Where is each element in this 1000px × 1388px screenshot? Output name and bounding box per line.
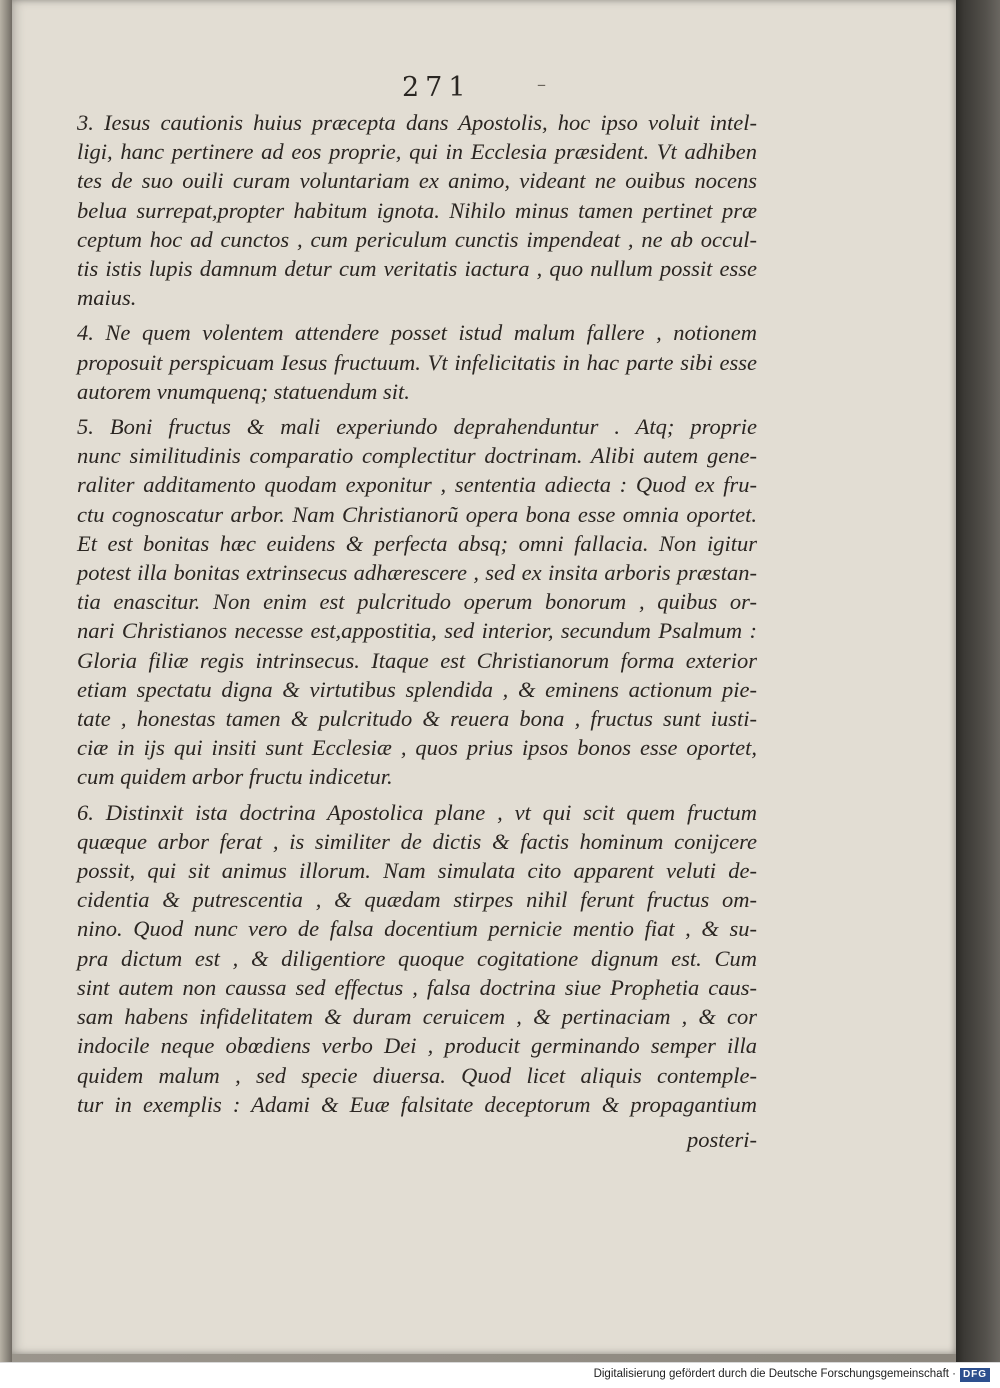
digitization-footer [0,1362,1000,1388]
text-line: nino. Quod nunc vero de falsa docentium pernicie mentio fiat , & su- [77,916,757,942]
text-line: tes de suo ouili curam voluntariam ex animo, videant ne ouibus nocens [77,168,757,194]
text-line: proposuit perspicuam Iesus fructuum. Vt infelicitatis in hac parte sibi esse [77,349,757,375]
text-line: nunc similitudinis comparatio complectitur doctrinam. Alibi autem gene- [77,443,757,469]
text-line: belua surrepat,propter habitum ignota. Nihilo minus tamen pertinet præ [77,197,757,223]
text-line: 6. Distinxit ista doctrina Apostolica plane , vt qui scit quem fructum [77,799,757,825]
book-page [12,0,956,1354]
text-line: possit, qui sit animus illorum. Nam simulata cito apparent veluti de- [77,858,757,884]
text-line: autorem vnumquenq; statuendum sit. [77,378,410,404]
text-line: potest illa bonitas extrinsecus adhærescere , sed ex insita arboris præstan- [77,560,757,586]
text-line: Et est bonitas hæc euidens & perfecta absq; omni fallacia. Non igitur [77,530,757,556]
paragraph-4 [77,318,757,406]
text-block [77,108,757,1160]
scan-right-edge [956,0,1000,1362]
text-line: ciæ in ijs qui insiti sunt Ecclesiæ , quos prius ipsos bonos esse oportet, [77,735,757,761]
dfg-logo: DFG [960,1368,990,1382]
text-line: pra dictum est , & diligentiore quoque cogitatione dignum est. Cum [77,945,757,971]
text-line: sint autem non caussa sed effectus , falsa doctrina siue Prophetia caus- [77,974,757,1000]
text-line: quidem malum , sed specie diuersa. Quod licet aliquis contemple- [77,1062,757,1088]
catchword-row [77,1125,757,1154]
paragraph-5 [77,412,757,792]
book-left-edge [0,0,12,1362]
text-line: tur in exemplis : Adami & Euæ falsitate deceptorum & propagantium [77,1091,757,1117]
text-line: quæque arbor ferat , is similiter de dictis & factis hominum conijcere [77,828,757,854]
text-line: ceptum hoc ad cunctos , cum periculum cunctis impendeat , ne ab occul- [77,226,757,252]
text-line: cidentia & putrescentia , & quædam stirpes nihil ferunt fructus om- [77,887,757,913]
text-line: raliter additamento quodam exponitur , sententia adiecta : Quod ex fru- [77,472,757,498]
text-line: 4. Ne quem volentem attendere posset istud malum fallere , notionem [77,320,757,346]
text-line: nari Christianos necesse est,appostitia, sed interior, secundum Psalmum : [77,618,757,644]
page-number-dash: – [537,74,546,95]
catchword: posteri- [687,1126,757,1152]
text-line: tate , honestas tamen & pulcritudo & reuera bona , fructus sunt iusti- [77,706,757,732]
footer-credit: Digitalisierung gefördert durch die Deutsche Forschungsgemeinschaft · [593,1368,956,1380]
text-line: 3. Iesus cautionis huius præcepta dans Apostolis, hoc ipso voluit intel- [77,110,757,135]
page-number: 271 [402,72,472,103]
text-line: maius. [77,285,137,311]
text-line: ligi, hanc pertinere ad eos proprie, qui in Ecclesia præsident. Vt adhiben [77,139,757,165]
text-line: etiam spectatu digna & virtutibus splendida , & eminens actionum pie- [77,676,757,702]
text-line: Gloria filiæ regis intrinsecus. Itaque est Christianorum forma exterior [77,647,757,673]
paragraph-6 [77,798,757,1119]
text-line: tis istis lupis damnum detur cum veritatis iactura , quo nullum possit esse [77,256,757,282]
text-line: cum quidem arbor fructu indicetur. [77,764,393,790]
text-line: indocile neque obœdiens verbo Dei , producit germinando semper illa [77,1033,757,1059]
text-line: tia enascitur. Non enim est pulcritudo operum bonorum , quibus or- [77,589,757,615]
text-line: sam habens infidelitatem & duram ceruicem , & pertinaciam , & cor [77,1004,757,1030]
text-line: 5. Boni fructus & mali experiundo deprahenduntur . Atq; proprie [77,414,757,440]
text-line: ctu cognoscatur arbor. Nam Christianorũ opera bona esse omnia oportet. [77,501,757,527]
paragraph-3 [77,108,757,312]
